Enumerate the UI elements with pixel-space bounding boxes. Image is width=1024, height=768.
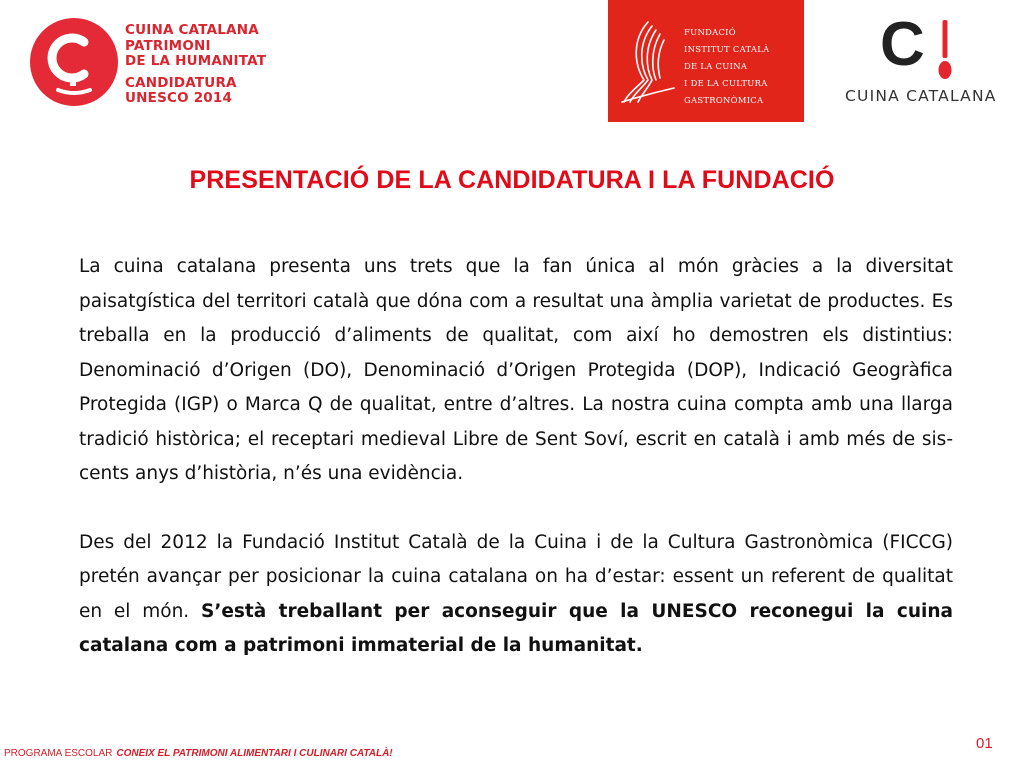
logo-text: CUINA CATALANA <box>845 87 997 105</box>
paragraph-2-regular: Des del 2012 la Fundació Institut Català de la Cuina i de la Cultura Gastronòmica (FICCG) pretén avançar per posicionar la cuina catalana on ha d’estar: essent un referent de qualitat en el món. <box>79 531 953 622</box>
cuina-catalana-logo <box>842 10 1002 110</box>
spoon-exclamation-icon <box>936 20 954 82</box>
paragraph-1: La cuina catalana presenta uns trets que la fan única al món gràcies a la diversitat paisatgística del territori català que dóna com a resultat una àmplia varietat de productes. Es treballa en la producció d’aliments de qualitat, com així ho demostren els distintius: Denominació d’Origen (DO), Denominació d’Origen Protegida (DOP), Indicació Geogràfica Protegida (IGP) o Marca Q de qualitat, entre d’altres. La nostra cuina compta amb una llarga tradició històrica; el receptari medieval Libre de Sent Soví, escrit en català i amb més de sis-cents anys d’història, n’és una evidència. <box>79 256 953 484</box>
flame-icon <box>618 14 678 110</box>
logo-line: CUINA CATALANA <box>125 22 259 38</box>
logo-line: UNESCO 2014 <box>125 90 233 106</box>
footer-campaign: CONEIX EL PATRIMONI ALIMENTARI I CULINARI CATALÀ! <box>116 748 393 759</box>
page-number: 01 <box>976 735 993 752</box>
logo-line: DE LA CUINA <box>684 61 748 71</box>
cedilla-c-icon <box>30 18 118 106</box>
footer-program: PROGRAMA ESCOLAR <box>4 748 113 759</box>
logo-line: I DE LA CULTURA <box>684 78 768 88</box>
logo-line: CANDIDATURA <box>125 74 237 91</box>
paragraph-2-bold: S’està treballant per aconseguir que la UNESCO reconegui la cuina catalana com a patrimoni immaterial de la humanitat. <box>79 600 954 656</box>
logo-line: PATRIMONI <box>125 37 211 54</box>
logo-line: GASTRONÒMICA <box>684 95 764 105</box>
fundacio-logo <box>608 0 804 122</box>
logo-line: INSTITUT CATALÀ <box>684 44 770 54</box>
paragraph-2 <box>79 526 953 664</box>
footer <box>4 748 393 759</box>
page-title: PRESENTACIÓ DE LA CANDIDATURA I LA FUNDACIÓ <box>189 166 835 194</box>
candidatura-logo-text <box>125 23 266 107</box>
candidatura-unesco-logo <box>30 18 330 113</box>
body-text <box>79 250 953 664</box>
logo-line: DE LA HUMANITAT <box>125 53 267 69</box>
logo-line: FUNDACIÓ <box>684 27 736 37</box>
logo-mark-c: C <box>880 10 925 79</box>
